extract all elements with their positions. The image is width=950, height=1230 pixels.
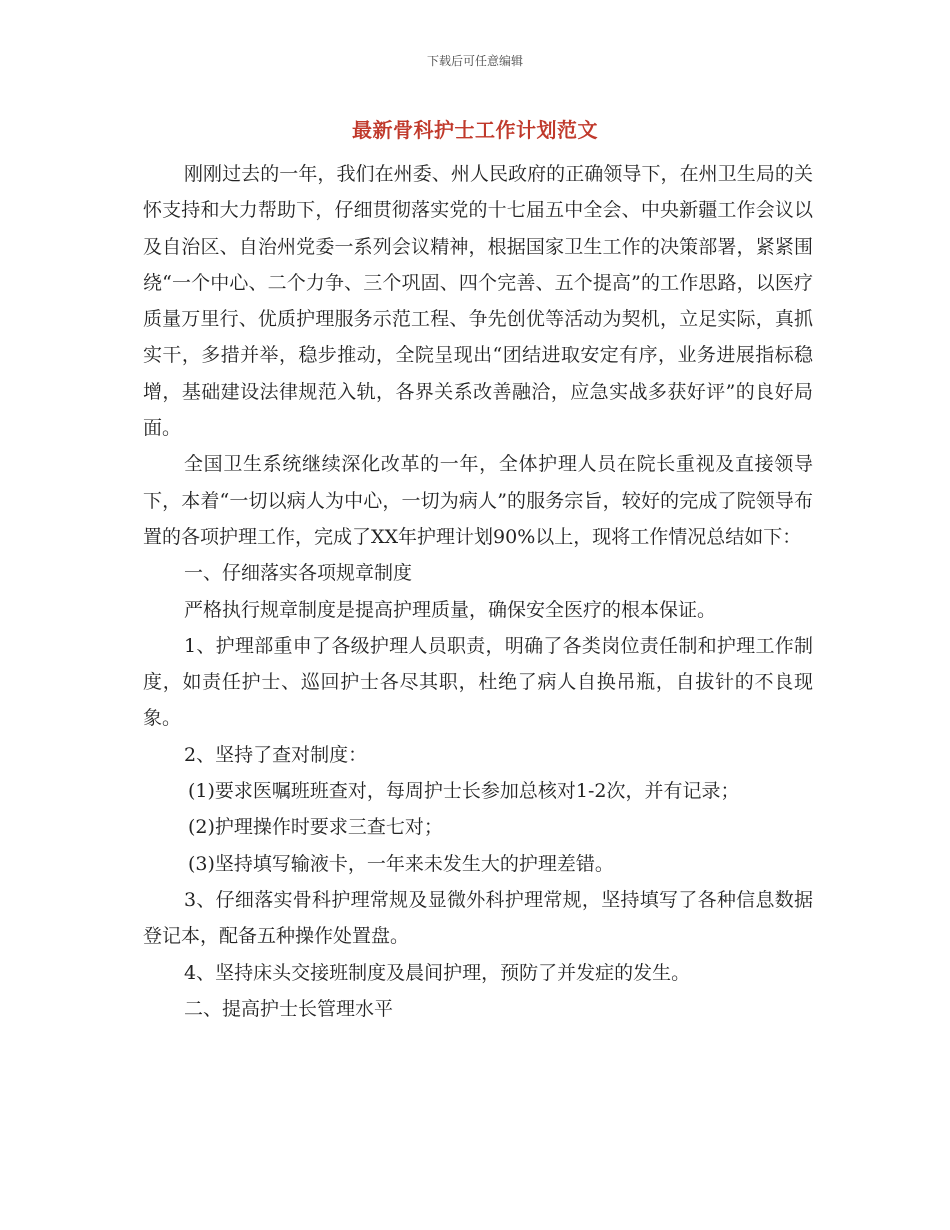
section-heading-1: 一、仔细落实各项规章制度: [184, 562, 413, 585]
sub-item-2: (2)护理操作时要求三查七对；: [188, 816, 443, 839]
list-item-1: 1、护理部重申了各级护理人员职责，明确了各类岗位责任制和护理工作制度，如责任护士、巡回护士各尽其职，杜绝了病人自换吊瓶，自拔针的不良现象。: [143, 634, 813, 730]
sub-item-1: (1)要求医嘱班班查对，每周护士长参加总核对1-2次，并有记录；: [188, 780, 740, 803]
paragraph-summary: 全国卫生系统继续深化改革的一年，全体护理人员在院长重视及直接领导下，本着“一切以病人为中心，一切为病人”的服务宗旨，较好的完成了院领导布置的各项护理工作，完成了XX年护理计划90%以上，现将工作情况总结如下：: [143, 453, 813, 548]
section-heading-2: 二、提高护士长管理水平: [184, 997, 394, 1020]
list-item-3: 3、仔细落实骨科护理常规及显微外科护理常规，坚持填写了各种信息数据登记本，配备五种操作处置盘。: [143, 888, 813, 948]
page-header-note: 下载后可任意编辑: [426, 54, 523, 68]
document-body: [143, 156, 813, 1027]
paragraph-intro: 刚刚过去的一年，我们在州委、州人民政府的正确领导下，在州卫生局的关怀支持和大力帮助下，仔细贯彻落实党的十七届五中全会、中央新疆工作会议以及自治区、自治州党委一系列会议精神，根据国家卫生工作的决策部署，紧紧围绕“一个中心、二个力争、三个巩固、四个完善、五个提高”的工作思路，以医疗质量万里行、优质护理服务示范工程、争先创优等活动为契机，立足实际，真抓实干，多措并举，稳步推动，全院呈现出“团结进取安定有序，业务进展指标稳增，基础建设法律规范入轨，各界关系改善融洽，应急实战多获好评”的良好局面。: [143, 163, 813, 440]
document-title: 最新骨科护士工作计划范文: [352, 118, 598, 142]
sub-item-3: (3)坚持填写输液卡，一年来未发生大的护理差错。: [188, 852, 614, 875]
list-item-2: 2、坚持了查对制度：: [184, 743, 368, 766]
list-item-4: 4、坚持床头交接班制度及晨间护理，预防了并发症的发生。: [184, 961, 691, 984]
paragraph-rules: 严格执行规章制度是提高护理质量，确保安全医疗的根本保证。: [184, 598, 717, 621]
